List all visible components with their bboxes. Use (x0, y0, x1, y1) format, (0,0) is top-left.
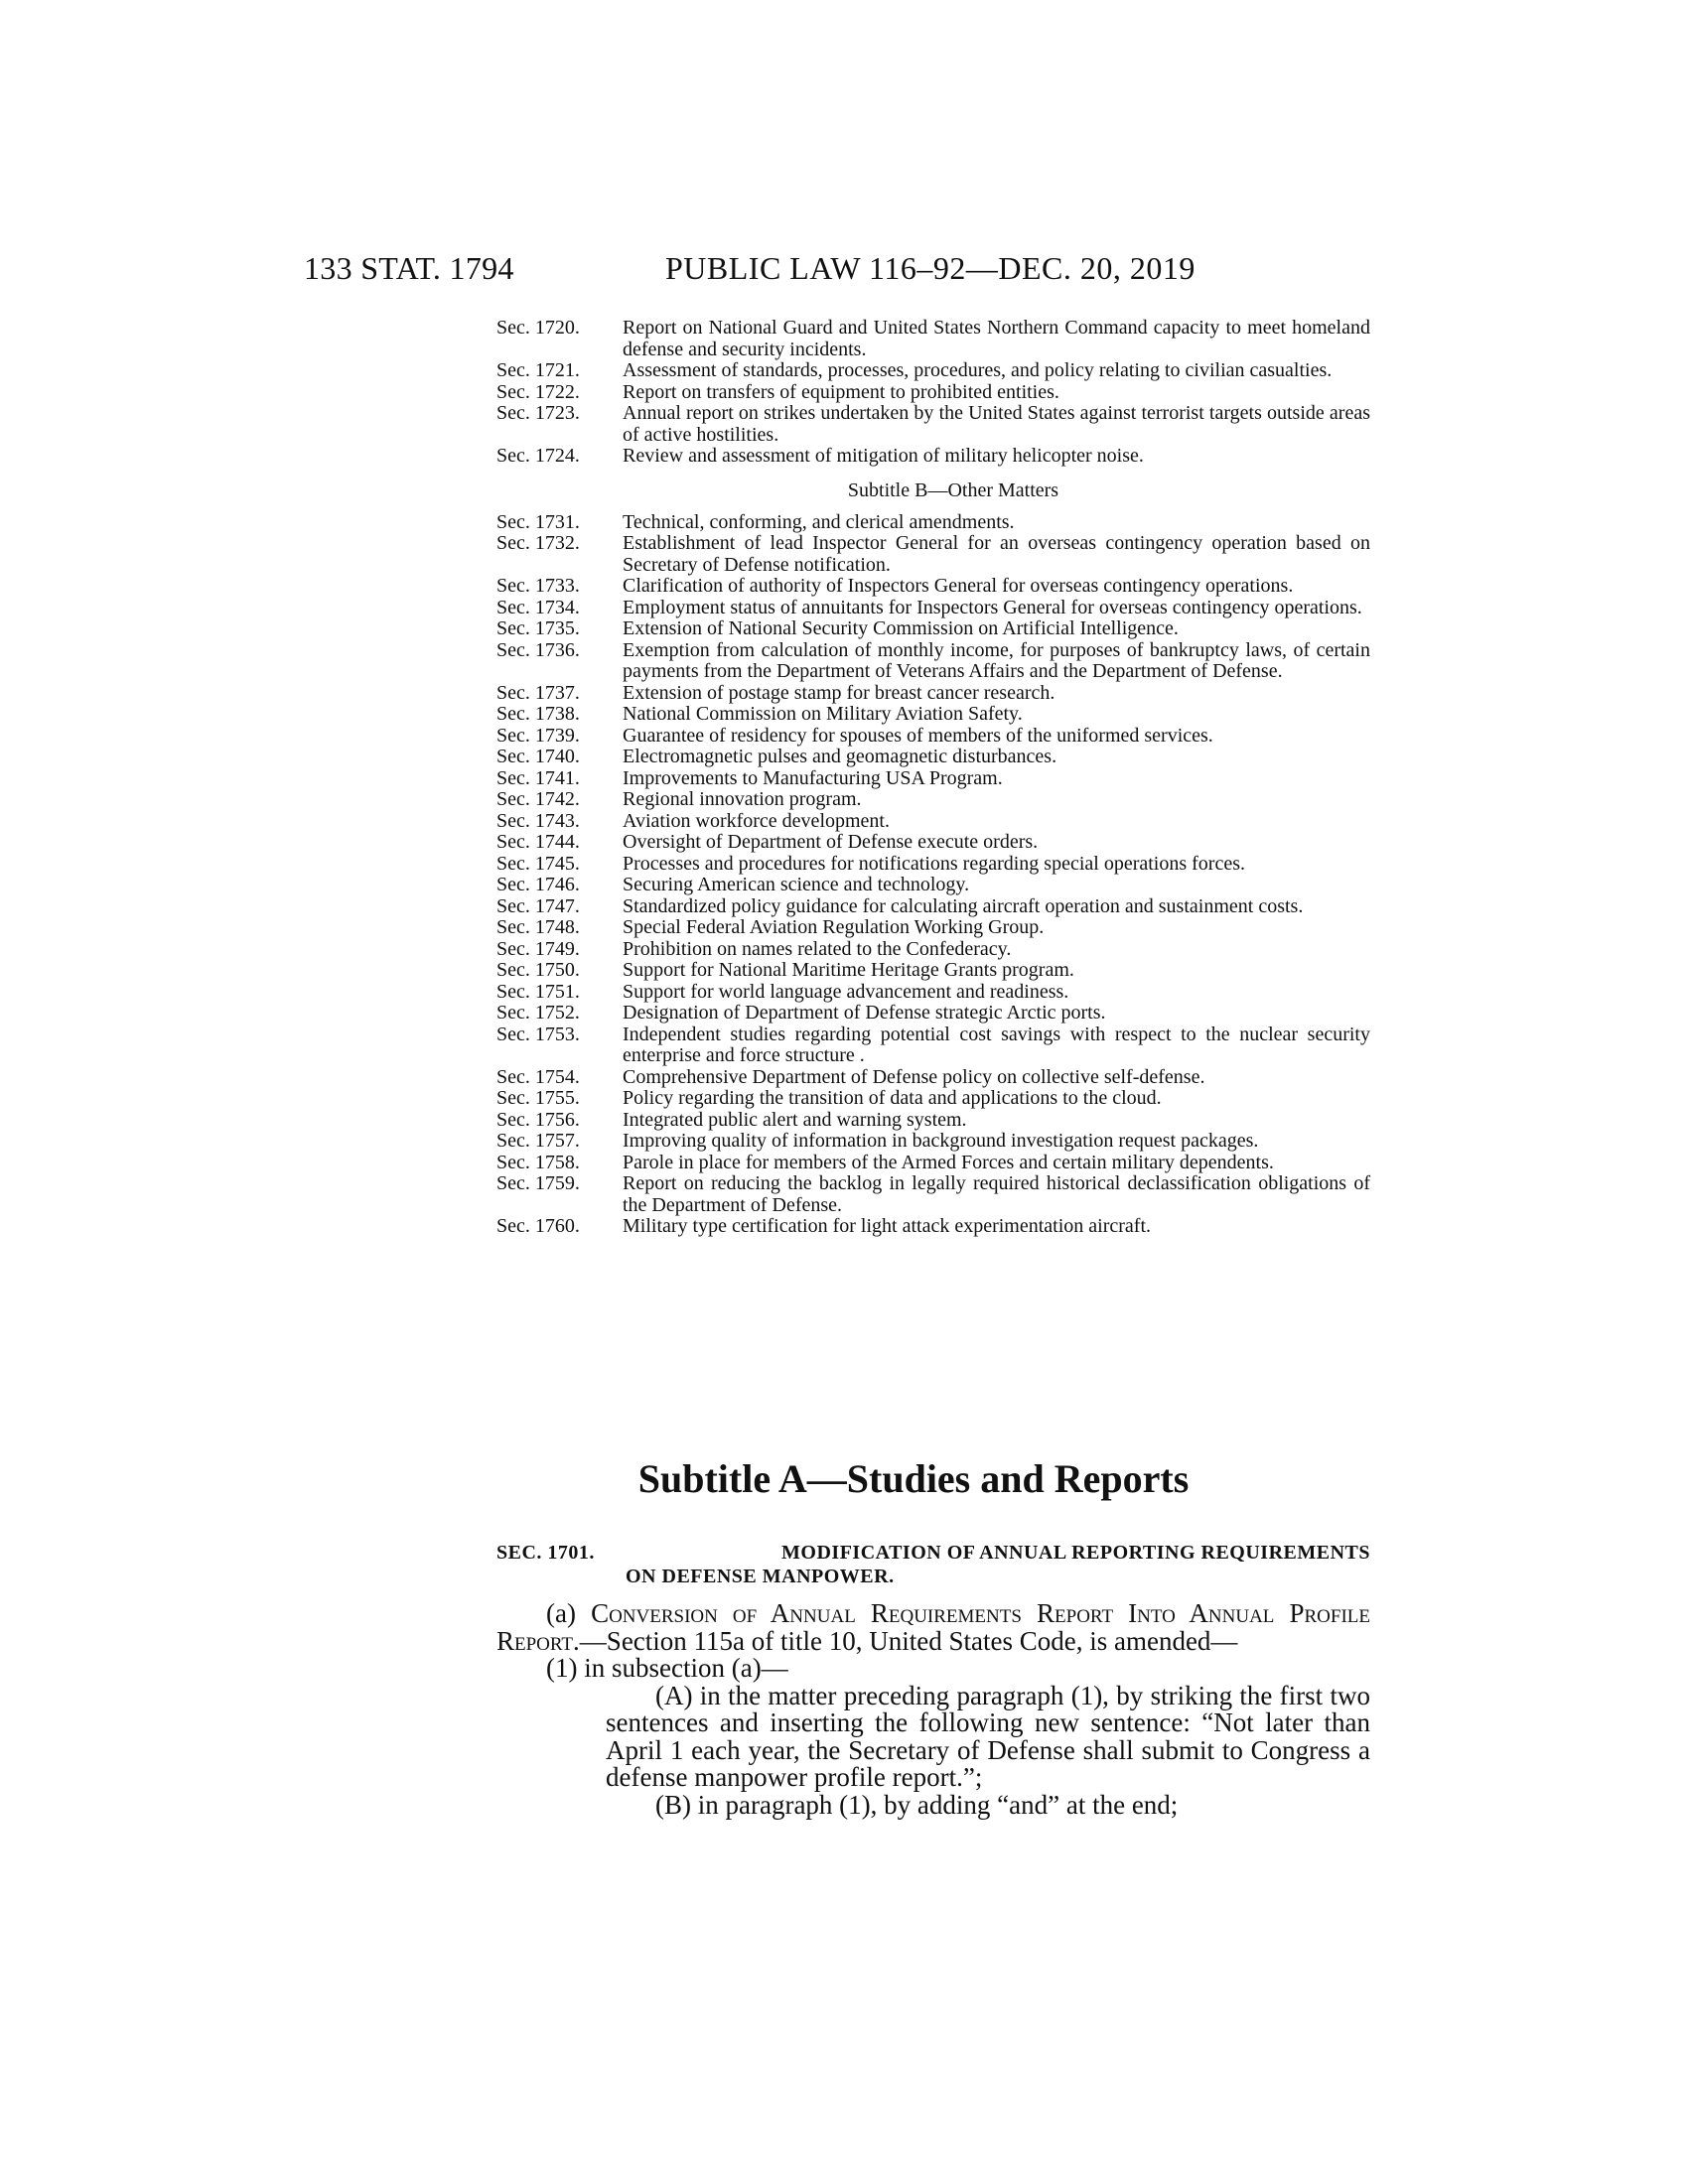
toc-entry-title: Employment status of annuitants for Inspectors General for overseas contingency operations. (623, 596, 1362, 618)
toc-entry-number: Sec. 1740. (496, 746, 580, 767)
toc-entry-number: Sec. 1737. (496, 681, 580, 704)
toc-entry (496, 1067, 1370, 1089)
statute-page-number: 133 STAT. 1794 (304, 250, 514, 286)
toc-entry-title: Comprehensive Department of Defense policy on collective self-defense. (623, 1065, 1205, 1088)
toc-entry (496, 704, 1370, 726)
toc-entry-number: Sec. 1734. (496, 596, 580, 618)
paragraph-a (496, 1600, 1370, 1655)
toc-entry-title: Improvements to Manufacturing USA Program. (623, 766, 1003, 789)
toc-entry-number: Sec. 1731. (496, 510, 580, 533)
toc-entry-number: Sec. 1738. (496, 703, 580, 725)
toc-entry (496, 960, 1370, 982)
toc-entry-number: Sec. 1756. (496, 1108, 580, 1131)
toc-entry (496, 1110, 1370, 1132)
toc-entry-number: Sec. 1732. (496, 532, 580, 554)
toc-entry-title: Electromagnetic pulses and geomagnetic disturbances. (623, 746, 1057, 767)
toc-entry-number: Sec. 1751. (496, 980, 580, 1003)
toc-entry (496, 403, 1370, 446)
toc-entry-title: Securing American science and technology. (623, 874, 970, 895)
toc-entry-title: Policy regarding the transition of data and applications to the cloud. (623, 1087, 1162, 1109)
toc-entry (496, 683, 1370, 705)
toc-entry (496, 1153, 1370, 1174)
toc-entry (496, 1216, 1370, 1238)
toc-entry-number: Sec. 1736. (496, 638, 580, 661)
toc-entry (496, 1173, 1370, 1216)
toc-entry-title: Parole in place for members of the Armed Forces and certain military dependents. (623, 1151, 1274, 1173)
toc-entry (496, 1003, 1370, 1024)
toc-entry (496, 768, 1370, 790)
toc-entry-title: Support for National Maritime Heritage Grants program. (623, 959, 1074, 981)
toc-entry-number: Sec. 1739. (496, 724, 580, 747)
toc-entry (496, 512, 1370, 534)
toc-entry (496, 382, 1370, 404)
paragraph-a-text: —Section 115a of title 10, United States Code, is amended— (579, 1625, 1238, 1656)
toc-entry-title: Technical, conforming, and clerical amendments. (623, 510, 1015, 533)
paragraph-a-label: (a) (546, 1598, 576, 1628)
toc-entry-number: Sec. 1722. (496, 380, 580, 403)
toc-entry (496, 726, 1370, 748)
toc-entry-number: Sec. 1748. (496, 916, 580, 938)
toc-entry (496, 917, 1370, 939)
toc-entry-title: Oversight of Department of Defense execute orders. (623, 831, 1039, 853)
toc-entry-number: Sec. 1755. (496, 1087, 580, 1109)
subtitle-heading: Subtitle A—Studies and Reports (637, 1456, 1190, 1501)
toc-entry-title: Report on transfers of equipment to prohibited entities. (623, 380, 1059, 403)
section-title-line2: ON DEFENSE MANPOWER. (626, 1566, 895, 1587)
toc-entry-number: Sec. 1745. (496, 852, 580, 875)
toc-entry-title: Report on National Guard and United States Northern Command capacity to meet homeland defense and security incidents. (623, 317, 1370, 360)
toc-entry (496, 1024, 1370, 1067)
paragraph-A: (A) in the matter preceding paragraph (1), by striking the first two sentences and inserting the following new sentence: “Not later than April 1 each year, the Secretary of Defense shall submit to Congress a defense manpower profile report.”; (606, 1680, 1370, 1792)
toc-entry-title: Guarantee of residency for spouses of members of the uniformed services. (623, 724, 1213, 747)
toc-entry-number: Sec. 1720. (496, 317, 580, 339)
toc-entry-title: Regional innovation program. (623, 788, 862, 810)
toc-entry-number: Sec. 1743. (496, 809, 580, 832)
toc-entry-title: Assessment of standards, processes, procedures, and policy relating to civilian casualties. (623, 359, 1333, 381)
toc-entry (496, 598, 1370, 619)
toc-entry-number: Sec. 1744. (496, 831, 580, 853)
toc-entry-title: Prohibition on names related to the Confederacy. (623, 937, 1012, 960)
toc-entry-title: Aviation workforce development. (623, 809, 890, 832)
toc-entry (496, 789, 1370, 811)
toc-entry-number: Sec. 1754. (496, 1065, 580, 1088)
toc-entry-number: Sec. 1723. (496, 402, 580, 424)
toc-entry-title: Clarification of authority of Inspectors General for overseas contingency operations. (623, 575, 1294, 597)
toc-entry-number: Sec. 1747. (496, 894, 580, 917)
toc-entry (496, 854, 1370, 876)
toc-entry-title: Annual report on strikes undertaken by the United States against terrorist targets outside areas of active hostilities. (623, 402, 1370, 446)
paragraph-B: (B) in paragraph (1), by adding “and” at the end; (655, 1789, 1179, 1820)
toc-entry (496, 747, 1370, 768)
section-number: SEC. 1701. (496, 1542, 595, 1564)
toc-entry (496, 832, 1370, 854)
section-heading (496, 1541, 1370, 1588)
toc-entry-number: Sec. 1750. (496, 959, 580, 981)
toc-entry-title: Extension of National Security Commission on Artificial Intelligence. (623, 617, 1179, 639)
section-title-line1: MODIFICATION OF ANNUAL REPORTING REQUIREMENTS (781, 1542, 1370, 1564)
toc-entry-number: Sec. 1758. (496, 1151, 580, 1173)
toc-entry-number: Sec. 1749. (496, 937, 580, 960)
table-of-contents (496, 318, 1370, 1238)
toc-entry-title: Report on reducing the backlog in legally required historical declassification obligations of the Department of Defense. (623, 1172, 1370, 1216)
toc-entry-title: Improving quality of information in background investigation request packages. (623, 1130, 1259, 1152)
toc-entry (496, 318, 1370, 360)
toc-entry-title: Standardized policy guidance for calculating aircraft operation and sustainment costs. (623, 894, 1304, 917)
toc-entry-number: Sec. 1724. (496, 445, 580, 467)
page-header (0, 250, 1688, 290)
toc-entry-title: Review and assessment of mitigation of military helicopter noise. (623, 445, 1144, 467)
toc-entry (496, 896, 1370, 918)
toc-entry-title: Military type certification for light attack experimentation aircraft. (623, 1215, 1152, 1237)
toc-subtitle-b: Subtitle B—Other Matters (847, 478, 1059, 501)
toc-entry (496, 811, 1370, 833)
toc-entry-number: Sec. 1753. (496, 1023, 580, 1045)
toc-entry-title: National Commission on Military Aviation Safety. (623, 703, 1023, 725)
toc-entry (496, 640, 1370, 683)
paragraph-1: (1) in subsection (a)— (546, 1653, 788, 1683)
toc-entry-title: Processes and procedures for notifications regarding special operations forces. (623, 852, 1246, 875)
toc-entry-number: Sec. 1760. (496, 1215, 580, 1237)
toc-entry (496, 533, 1370, 576)
toc-entry-number: Sec. 1752. (496, 1002, 580, 1024)
toc-entry (496, 360, 1370, 382)
toc-entry-title: Establishment of lead Inspector General for an overseas contingency operation based on Secretary of Defense notification. (623, 532, 1370, 576)
toc-entry (496, 939, 1370, 961)
toc-entry-number: Sec. 1733. (496, 575, 580, 597)
toc-entry-number: Sec. 1746. (496, 874, 580, 895)
paragraph-a-heading: Conversion of Annual Requirements Report Into Annual Profile Report. (496, 1598, 1371, 1656)
toc-entry-title: Independent studies regarding potential cost savings with respect to the nuclear security enterprise and force structure . (623, 1023, 1370, 1066)
toc-entry-title: Designation of Department of Defense strategic Arctic ports. (623, 1002, 1106, 1024)
toc-entry-title: Integrated public alert and warning system. (623, 1108, 967, 1131)
toc-entry (496, 576, 1370, 598)
toc-entry-title: Extension of postage stamp for breast cancer research. (623, 681, 1055, 704)
toc-entry (496, 1088, 1370, 1110)
public-law-title: PUBLIC LAW 116–92—DEC. 20, 2019 (665, 250, 1196, 286)
toc-group-a (496, 318, 1370, 468)
toc-entry-number: Sec. 1757. (496, 1130, 580, 1152)
toc-entry-number: Sec. 1742. (496, 788, 580, 810)
toc-entry-number: Sec. 1721. (496, 359, 580, 381)
toc-entry (496, 1131, 1370, 1153)
toc-entry-title: Exemption from calculation of monthly income, for purposes of bankruptcy laws, of certain payments from the Department of Veterans Affairs and the Department of Defense. (623, 638, 1370, 682)
toc-entry-title: Special Federal Aviation Regulation Working Group. (623, 916, 1045, 938)
toc-entry (496, 618, 1370, 640)
toc-entry (496, 982, 1370, 1004)
toc-entry-number: Sec. 1735. (496, 617, 580, 639)
toc-entry-number: Sec. 1759. (496, 1172, 580, 1194)
toc-entry-title: Support for world language advancement and readiness. (623, 980, 1069, 1003)
section-body (496, 1600, 1370, 1819)
toc-entry (496, 446, 1370, 468)
toc-entry (496, 875, 1370, 896)
toc-entry-number: Sec. 1741. (496, 766, 580, 789)
toc-group-b (496, 512, 1370, 1238)
